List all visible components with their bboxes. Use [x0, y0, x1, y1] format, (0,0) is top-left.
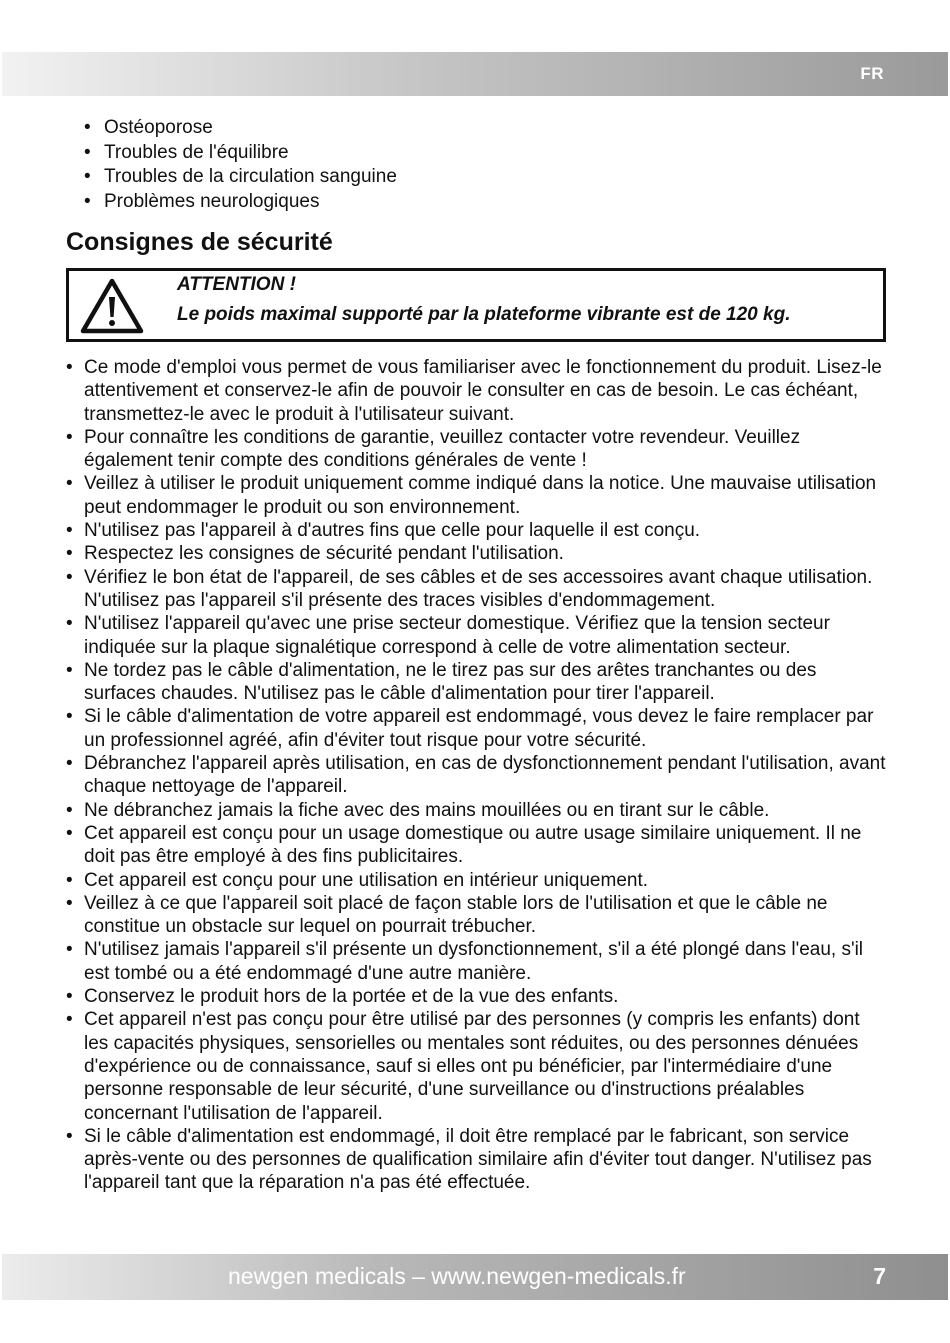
list-item: • Problèmes neurologiques [80, 190, 397, 215]
list-item: • Ne débranchez jamais la fiche avec des mains mouillées ou en tirant sur le câble. [64, 799, 886, 822]
list-item: • N'utilisez jamais l'appareil s'il présente un dysfonctionnement, s'il a été plongé dans l'eau, s'il est tombé ou a été endommagé d'une autre manière. [64, 938, 886, 985]
list-item: • Respectez les consignes de sécurité pendant l'utilisation. [64, 542, 886, 565]
header-band [2, 52, 948, 96]
list-item: • Ne tordez pas le câble d'alimentation, ne le tirez pas sur des arêtes tranchantes ou des surfaces chaudes. N'utilisez pas le câble d'alimentation pour tirer l'appareil. [64, 659, 886, 706]
page-number: 7 [873, 1263, 886, 1289]
section-title: Consignes de sécurité [66, 228, 333, 256]
list-item: • Troubles de la circulation sanguine [80, 165, 397, 190]
list-item: • Si le câble d'alimentation de votre appareil est endommagé, vous devez le faire remplacer par un professionnel agréé, afin d'éviter tout risque pour votre sécurité. [64, 705, 886, 752]
condition-list [80, 116, 397, 214]
list-item: • Vérifiez le bon état de l'appareil, de ses câbles et de ses accessoires avant chaque utilisation. N'utilisez pas l'appareil s'il présente des traces visibles d'endommagement. [64, 566, 886, 613]
footer-band [2, 1254, 948, 1300]
list-item: • Si le câble d'alimentation est endommagé, il doit être remplacé par le fabricant, son service après-vente ou des personnes de qualification similaire afin d'éviter tout danger. N'utilisez pas l'appareil tant que la réparation n'a pas été effectuée. [64, 1125, 886, 1195]
list-item: • Débranchez l'appareil après utilisation, en cas de dysfonctionnement pendant l'utilisation, avant chaque nettoyage de l'appareil. [64, 752, 886, 799]
footer-text: newgen medicals – www.newgen-medicals.fr [228, 1263, 686, 1289]
list-item: • Pour connaître les conditions de garantie, veuillez contacter votre revendeur. Veuillez également tenir compte des conditions générales de vente ! [64, 426, 886, 473]
list-item: • Ce mode d'emploi vous permet de vous familiariser avec le fonctionnement du produit. Lisez-le attentivement et conservez-le afin de pouvoir le consulter en cas de besoin. Le cas échéant, transmettez-le avec le produit à l'utilisateur suivant. [64, 356, 886, 426]
list-item: • Veillez à ce que l'appareil soit placé de façon stable lors de l'utilisation et que le câble ne constitue un obstacle sur lequel on pourrait trébucher. [64, 892, 886, 939]
warning-box [66, 268, 886, 342]
warning-text: Le poids maximal supporté par la plateforme vibrante est de 120 kg. [177, 304, 791, 325]
warning-triangle-icon [79, 277, 145, 335]
list-item: • N'utilisez pas l'appareil à d'autres fins que celle pour laquelle il est conçu. [64, 519, 886, 542]
list-item: • N'utilisez l'appareil qu'avec une prise secteur domestique. Vérifiez que la tension secteur indiquée sur la plaque signalétique correspond à celle de votre alimentation secteur. [64, 612, 886, 659]
list-item: • Conservez le produit hors de la portée et de la vue des enfants. [64, 985, 886, 1008]
safety-list [64, 356, 886, 1195]
list-item: • Troubles de l'équilibre [80, 141, 397, 166]
list-item: • Cet appareil est conçu pour un usage domestique ou autre usage similaire uniquement. Il ne doit pas être employé à des fins publicitaires. [64, 822, 886, 869]
warning-title: ATTENTION ! [177, 274, 296, 295]
list-item: • Cet appareil est conçu pour une utilisation en intérieur uniquement. [64, 869, 886, 892]
list-item: • Veillez à utiliser le produit uniquement comme indiqué dans la notice. Une mauvaise utilisation peut endommager le produit ou son environnement. [64, 472, 886, 519]
list-item: • Cet appareil n'est pas conçu pour être utilisé par des personnes (y compris les enfants) dont les capacités physiques, sensorielles ou mentales sont réduites, ou des personnes dénuées d'expérience ou de connaissance, sauf si elles ont pu bénéficier, par l'intermédiaire d'une personne responsable de leur sécurité, d'une surveillance ou d'instructions préalables concernant l'utilisation de l'appareil. [64, 1008, 886, 1124]
list-item: • Ostéoporose [80, 116, 397, 141]
language-label: FR [860, 64, 884, 83]
